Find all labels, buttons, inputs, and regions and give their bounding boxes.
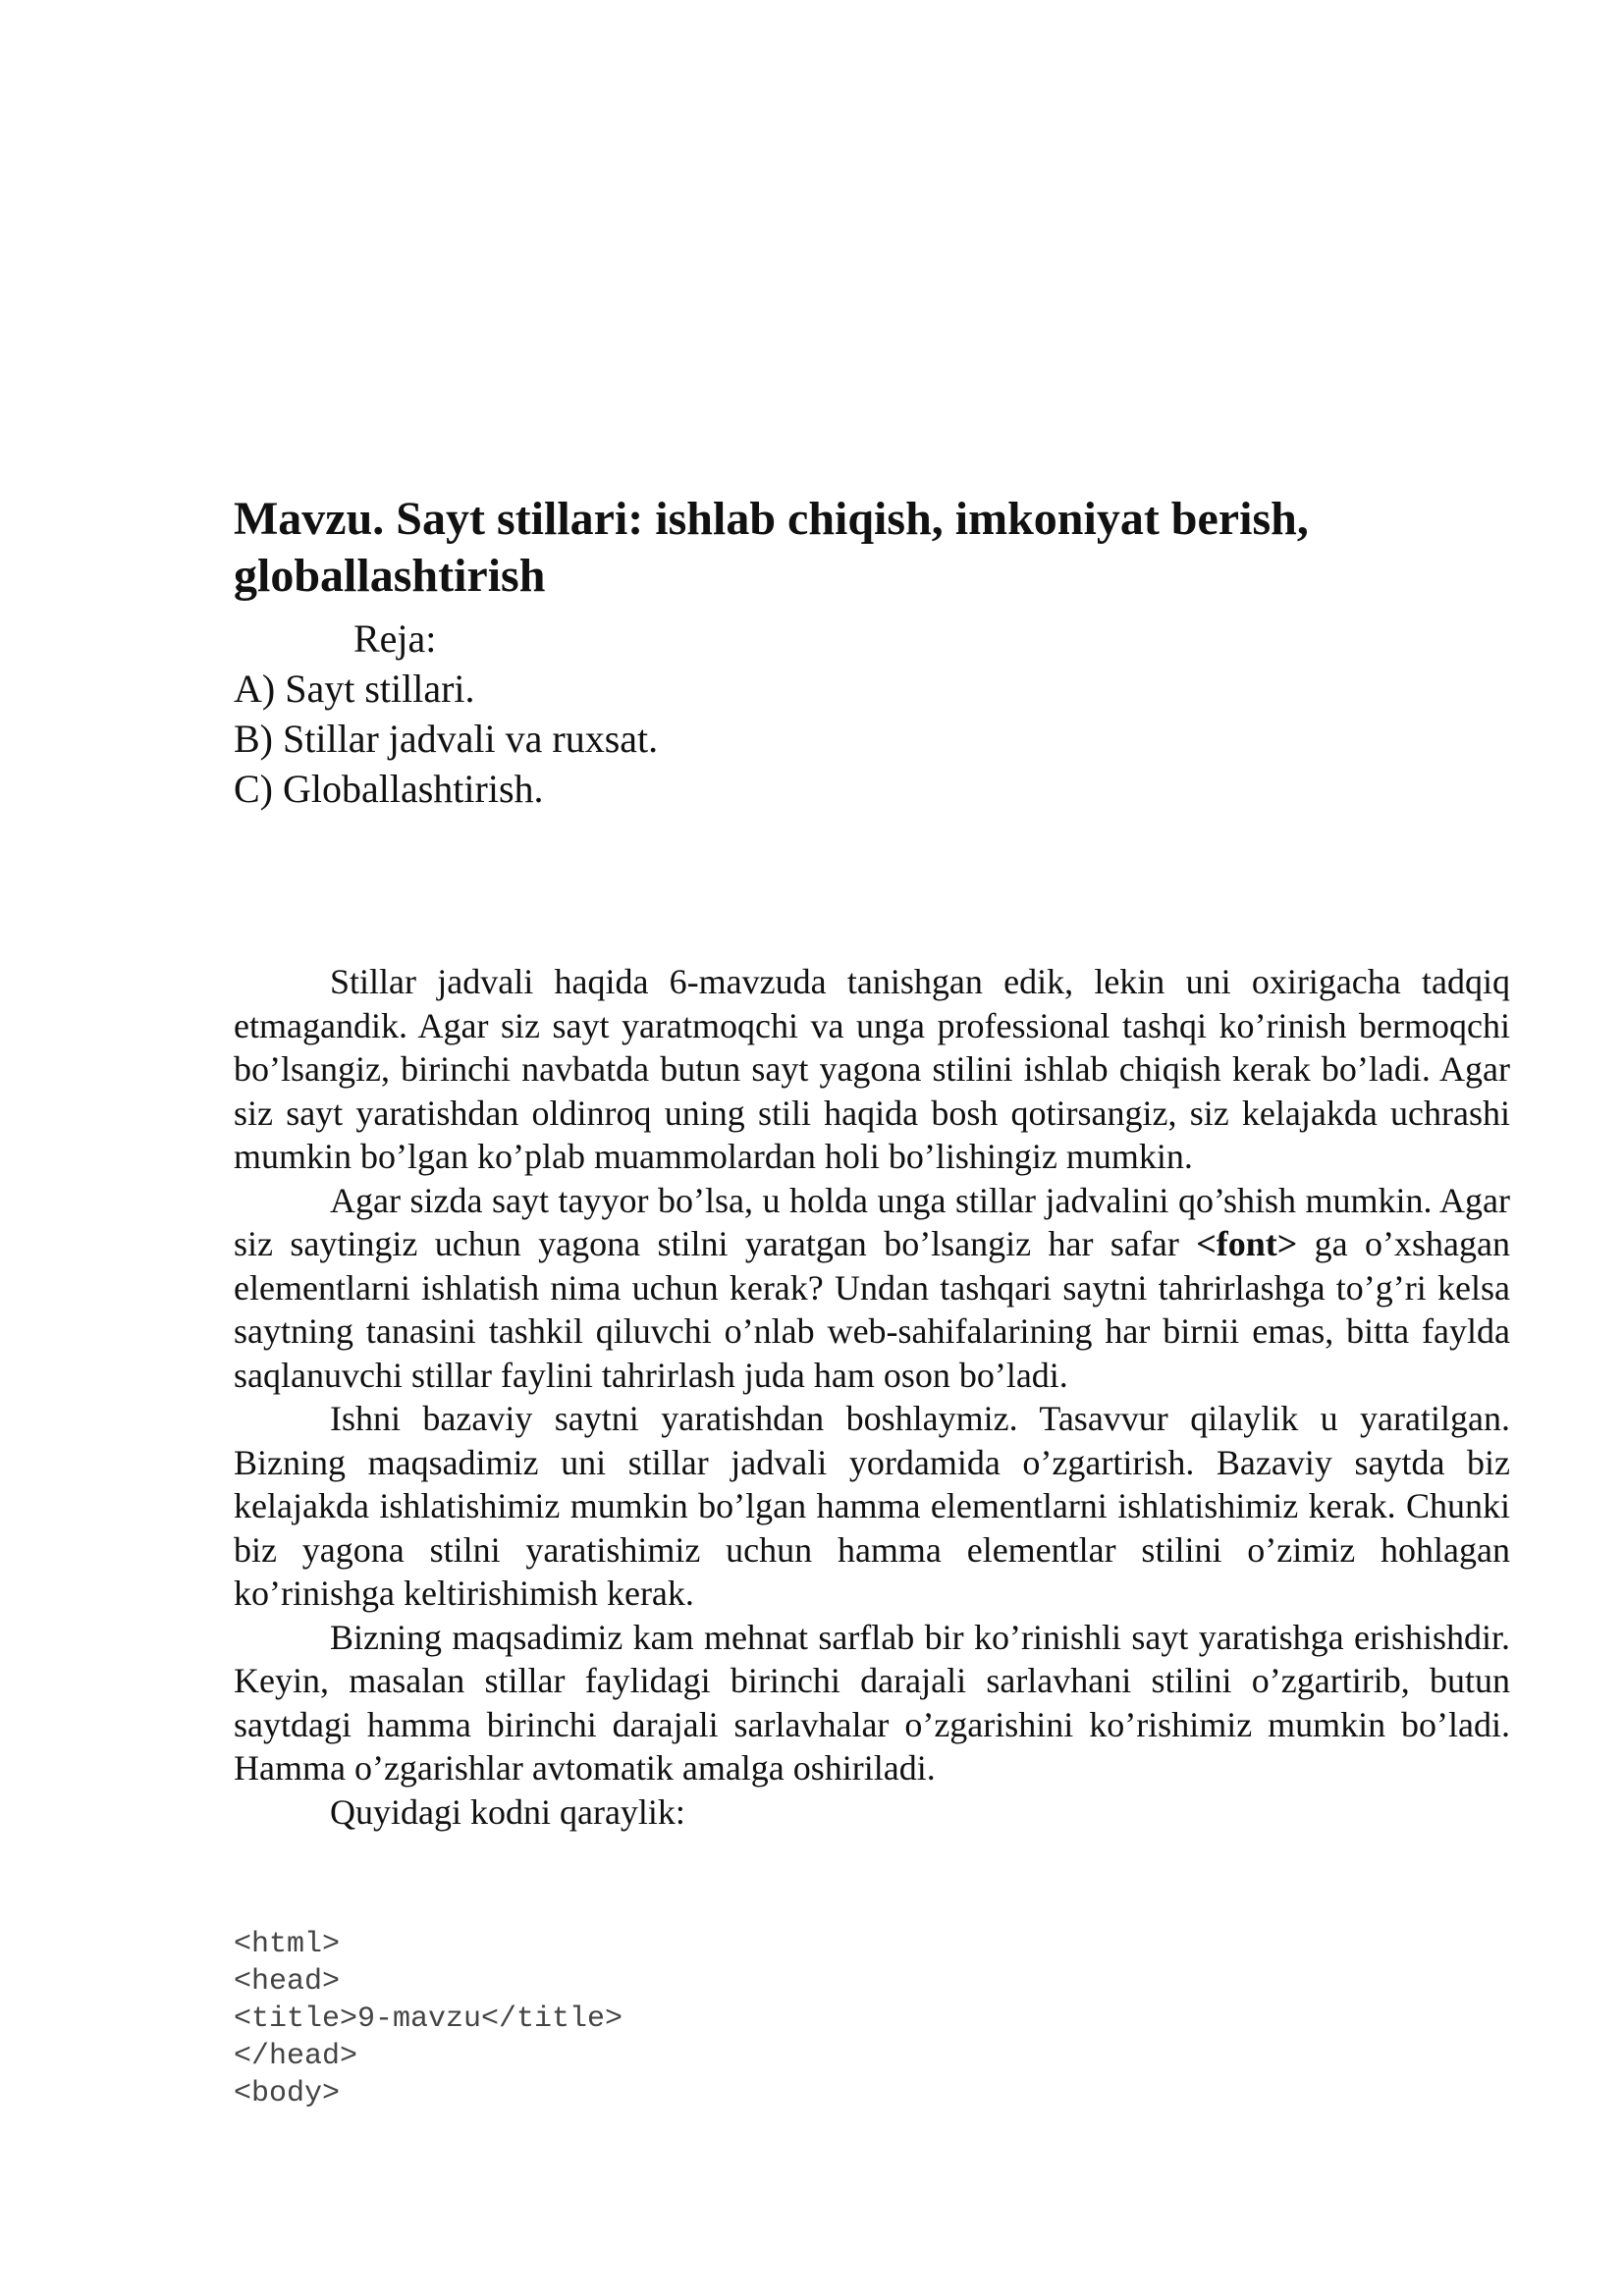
code-line: <body>	[234, 2077, 341, 2110]
plan-section	[234, 614, 1216, 814]
code-line: <title>9-mavzu</title>	[234, 2002, 623, 2036]
paragraph-5: Quyidagi kodni qaraylik:	[330, 1791, 685, 1832]
font-tag-term: <font>	[1196, 1224, 1298, 1263]
code-line: <head>	[234, 1965, 341, 1999]
paragraph-2-text-start: Agar sizda sayt tayyor bo’lsa, u holda unga stillar jadvalini qo’shish mumkin. Agar siz saytingiz uchun yagona stilni yaratgan bo’lsangiz har safar	[234, 1180, 1510, 1263]
paragraph-4: Bizning maqsadimiz kam mehnat sarflab bir ko’rinishli sayt yaratishga erishishdir. Keyin, masalan stillar faylidagi birinchi darajali sarlavhani stilini o’zgartirib, butun saytdagi hamma birinchi darajali sarlavhalar o’zgarishini ko’rishimiz mumkin bo’ladi. Hamma o’zgarishlar avtomatik amalga oshiriladi.	[234, 1617, 1510, 1788]
paragraph-2-text-end: ga o’xshagan elementlarni ishlatish nima uchun kerak? Undan tashqari saytni tahrirlashga to’g’ri kelsa saytning tanasini tashkil qiluvchi o’nlab web-sahifalarining har birnii emas, bitta faylda saqlanuvchi stillar faylini tahrirlash juda ham oson bo’ladi.	[234, 1224, 1510, 1395]
document-title: Mavzu. Sayt stillari: ishlab chiqish, imkoniyat berish, globallashtirish	[234, 493, 1309, 602]
body-text	[234, 960, 1510, 1834]
plan-item-c: C) Globallashtirish.	[234, 767, 544, 811]
code-line: <html>	[234, 1928, 341, 1961]
paragraph-1: Stillar jadvali haqida 6-mavzuda tanishgan edik, lekin uni oxirigacha tadqiq etmagandik. Agar siz sayt yaratmoqchi va unga professional tashqi ko’rinish bermoqchi bo’lsangiz, birinchi navbatda butun sayt yagona stilini ishlab chiqish kerak bo’ladi. Agar siz sayt yaratishdan oldinroq uning stili haqida bosh qotirsangiz, siz kelajakda uchrashi mumkin bo’lgan ko’plab muammolardan holi bo’lishingiz mumkin.	[234, 962, 1510, 1176]
paragraph-3: Ishni bazaviy saytni yaratishdan boshlaymiz. Tasavvur qilaylik u yaratilgan. Bizning maqsadimiz uni stillar jadvali yordamida o’zgartirish. Bazaviy saytda biz kelajakda ishlatishimiz mumkin bo’lgan hamma elementlarni ishlatishimiz kerak. Chunki biz yagona stilni yaratishimiz uchun hamma elementlar stilini o’zimiz hohlagan ko’rinishga keltirishimish kerak.	[234, 1399, 1510, 1613]
plan-heading: Reja:	[353, 616, 437, 661]
paragraph-2	[234, 1179, 1510, 1398]
code-block	[234, 1926, 623, 2112]
code-line: </head>	[234, 2040, 358, 2073]
plan-item-a: A) Sayt stillari.	[234, 667, 475, 711]
plan-item-b: B) Stillar jadvali va ruxsat.	[234, 717, 659, 761]
